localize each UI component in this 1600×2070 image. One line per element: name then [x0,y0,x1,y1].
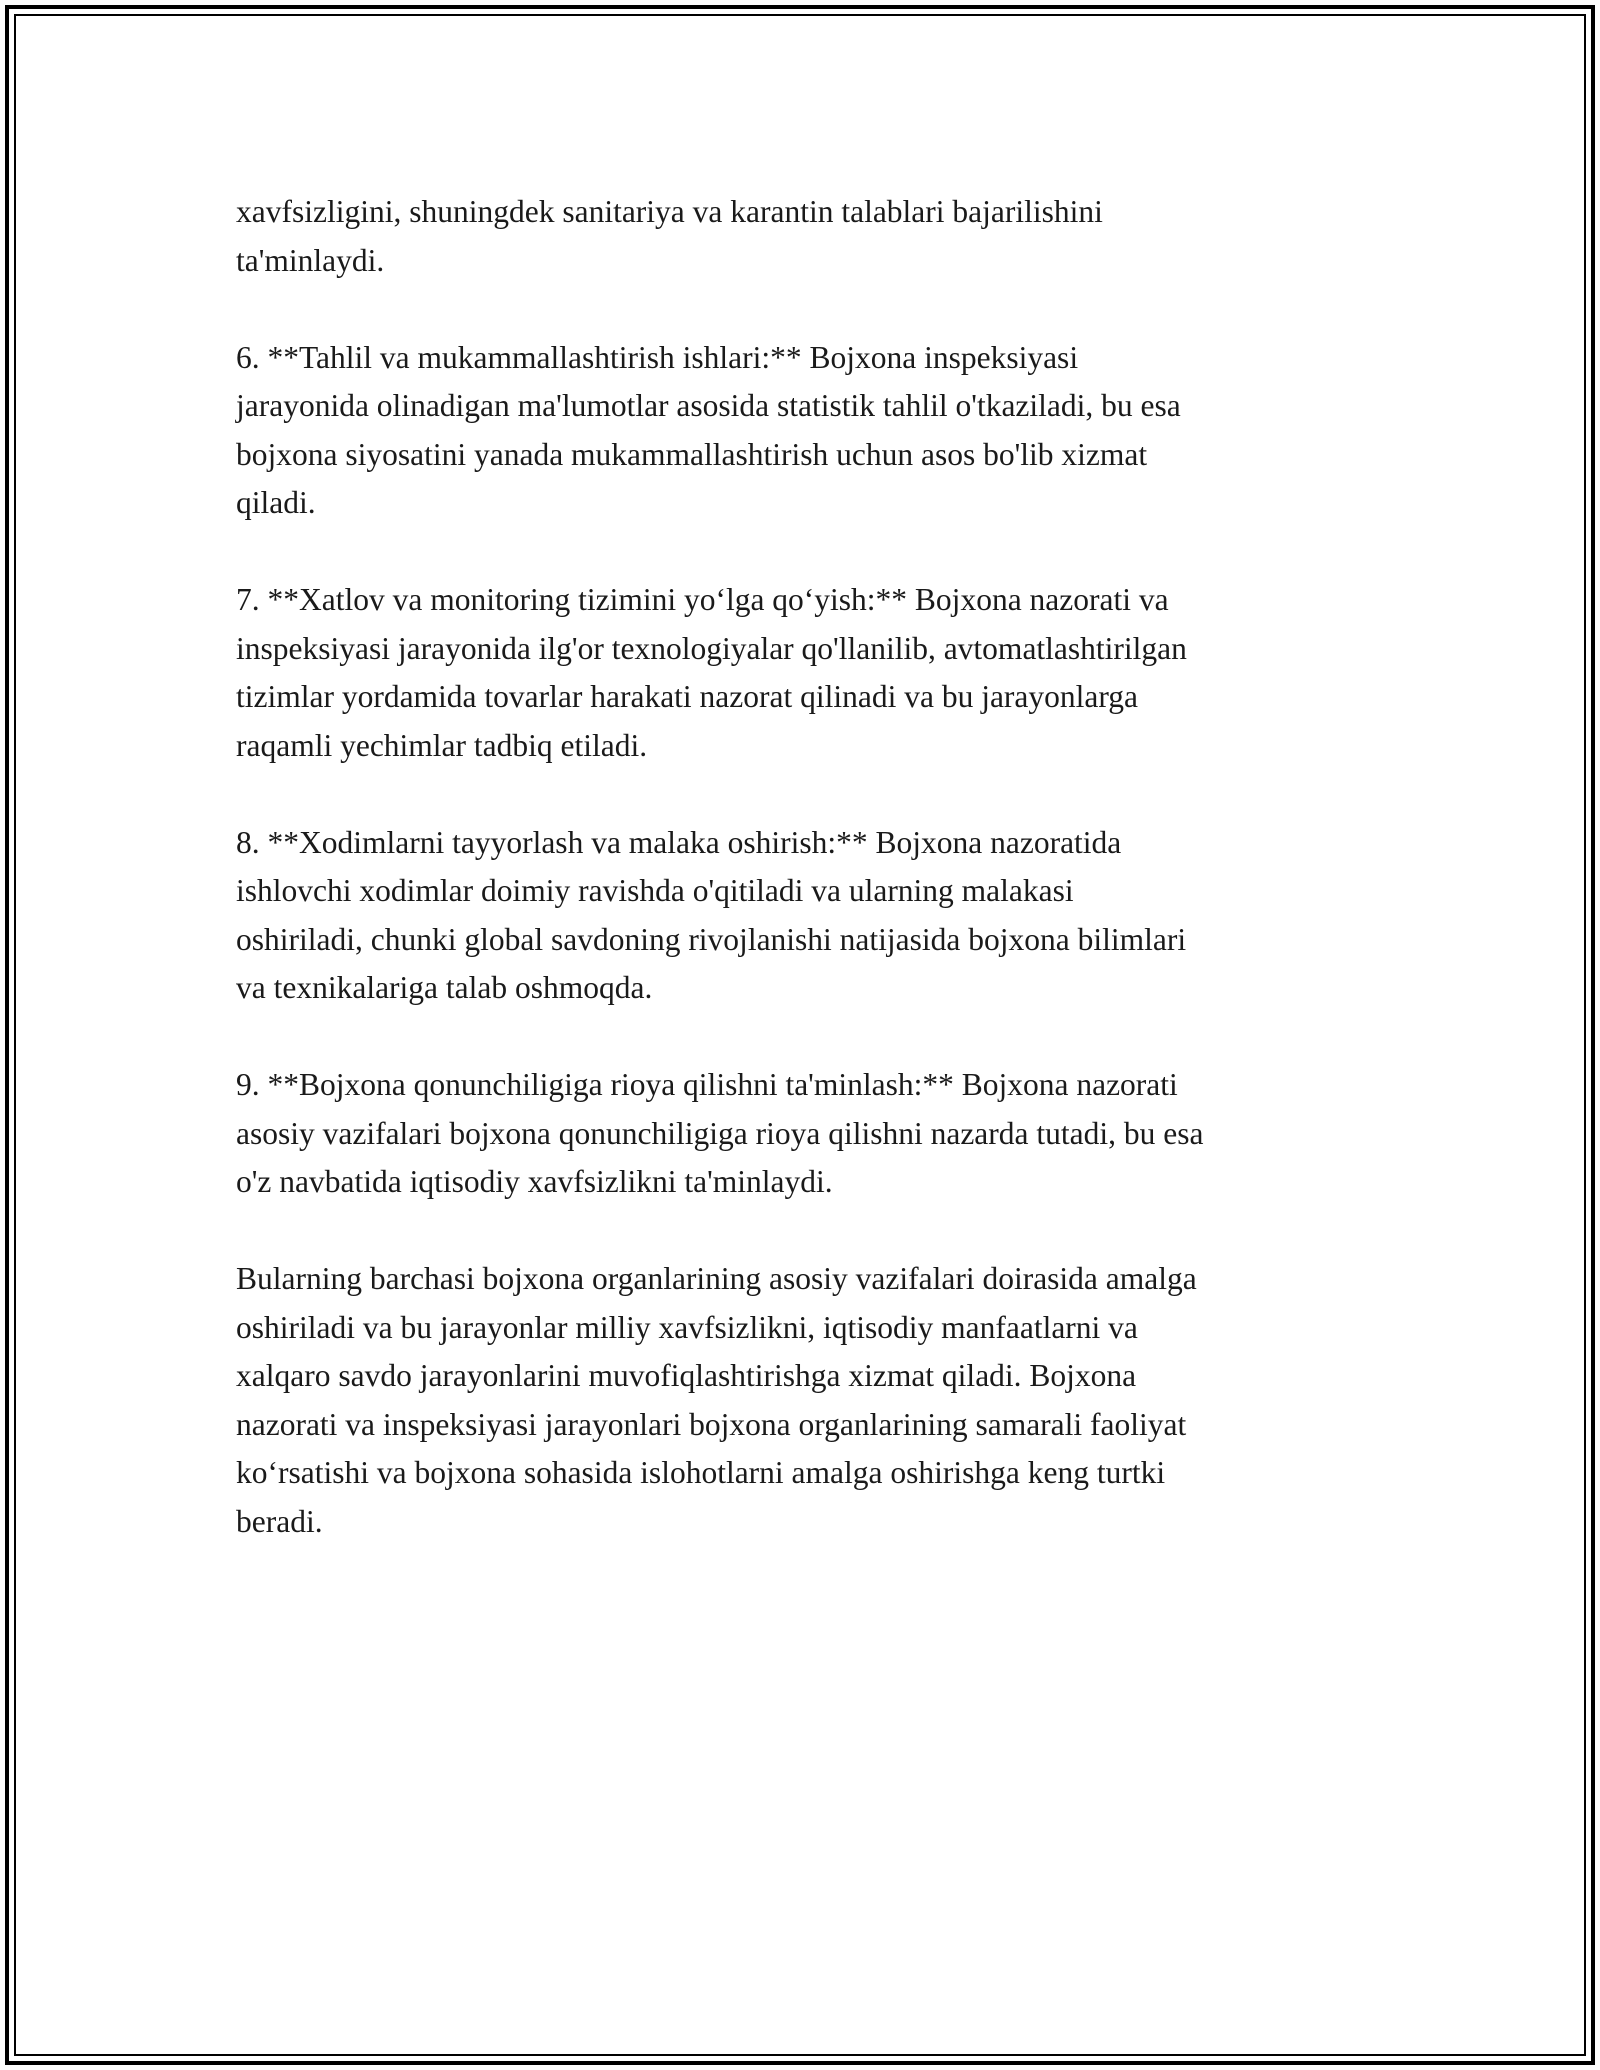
paragraph-item-8: 8. **Xodimlarni tayyorlash va malaka oshirish:** Bojxona nazoratida ishlovchi xodimlar doimiy ravishda o'qitiladi va ularning malakasi oshiriladi, chunki global savdoning rivojlanishi natijasida bojxona bilimlari va texnikalariga talab oshmoqda. [236,824,1187,1005]
paragraph-item-9: 9. **Bojxona qonunchiligiga rioya qilishni ta'minlash:** Bojxona nazorati asosiy vazifalari bojxona qonunchiligiga rioya qilishni nazarda tutadi, bu esa o'z navbatida iqtisodiy xavfsizlikni ta'minlaydi. [236,1067,1204,1199]
paragraph-conclusion: Bularning barchasi bojxona organlarining asosiy vazifalari doirasida amalga oshiriladi va bu jarayonlar milliy xavfsizlikni, iqtisodiy manfaatlarni va xalqaro savdo jarayonlarini muvofiqlashtirishga xizmat qiladi. Bojxona nazorati va inspeksiyasi jarayonlari bojxona organlarining samarali faoliyat ko‘rsatishi va bojxona sohasida islohotlarni amalga oshirishga keng turtki beradi. [236,1261,1197,1539]
paragraph-continuation: xavfsizligini, shuningdek sanitariya va karantin talablari bajarilishini ta'minlaydi. [236,194,1103,278]
paragraph-item-6: 6. **Tahlil va mukammallashtirish ishlari:** Bojxona inspeksiyasi jarayonida olinadigan ma'lumotlar asosida statistik tahlil o'tkaziladi, bu esa bojxona siyosatini yanada mukammallashtirish uchun asos bo'lib xizmat qiladi. [236,339,1181,520]
document-body [236,188,1376,1595]
paragraph-item-7: 7. **Xatlov va monitoring tizimini yo‘lga qo‘yish:** Bojxona nazorati va inspeksiyasi jarayonida ilg'or texnologiyalar qo'llanilib, avtomatlashtirilgan tizimlar yordamida tovarlar harakati nazorat qilinadi va bu jarayonlarga raqamli yechimlar tadbiq etiladi. [236,582,1187,763]
